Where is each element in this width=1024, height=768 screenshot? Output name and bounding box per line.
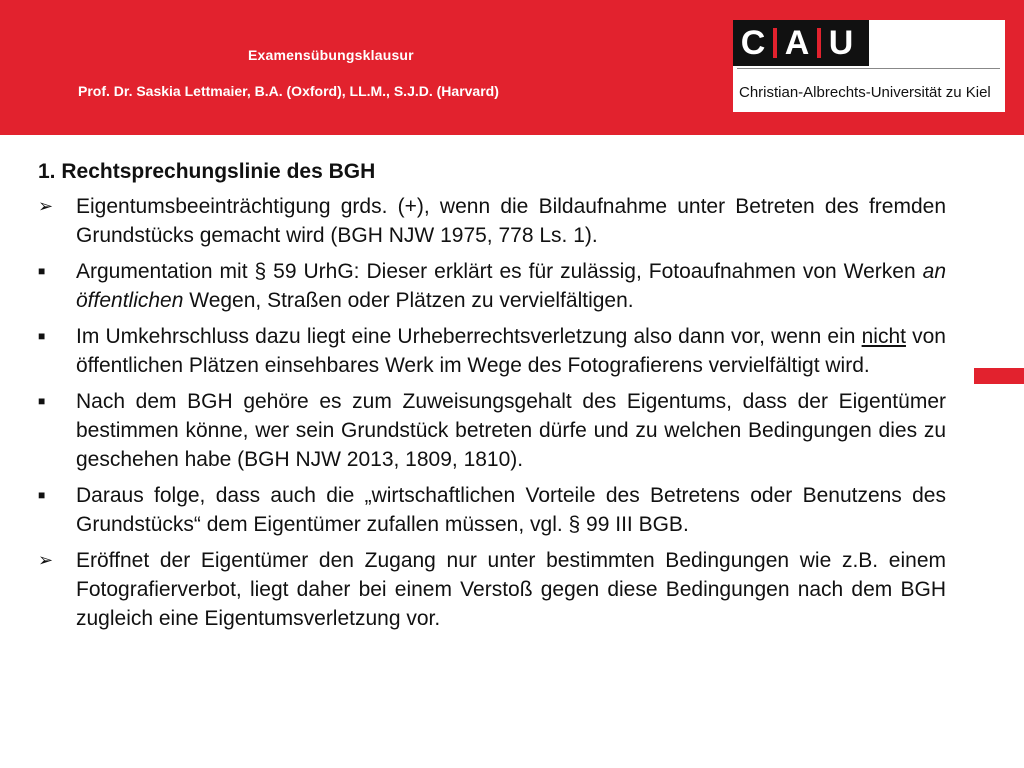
logo-letter-c: C bbox=[740, 23, 766, 62]
list-item-text: Daraus folge, dass auch die „wirtschaftlichen Vorteile des Betretens oder Benutzens des Grundstücks“ dem Eigentümer zufallen müssen, vgl. § 99 III BGB. bbox=[76, 484, 946, 536]
emphasis-text: an öffentlichen bbox=[76, 260, 946, 312]
square-bullet-icon: ■ bbox=[38, 394, 46, 408]
section-heading: 1. Rechtsprechungslinie des BGH bbox=[38, 160, 376, 183]
header-subtitle: Examensübungsklausur bbox=[248, 47, 414, 63]
list-item-text: Im Umkehrschluss dazu liegt eine Urheberrechtsverletzung also dann vor, wenn ein nicht von öffentlichen Plätzen einsehbares Werk im Wege des Fotografierens vervielfältigt wird. bbox=[76, 325, 946, 377]
list-item bbox=[38, 546, 946, 633]
list-item bbox=[38, 481, 946, 539]
logo-letter-a: A bbox=[784, 23, 810, 62]
list-item-text: Eröffnet der Eigentümer den Zugang nur unter bestimmten Bedingungen wie z.B. einem Fotografierverbot, liegt daher bei einem Verstoß gegen diese Bedingungen nach dem BGH zugleich eine Eigentumsverletzung vor. bbox=[76, 549, 946, 630]
underlined-text: nicht bbox=[861, 325, 906, 348]
side-accent-bar bbox=[974, 368, 1024, 384]
logo-letters bbox=[733, 20, 869, 66]
logo-divider bbox=[737, 68, 1000, 69]
list-item bbox=[38, 192, 946, 250]
logo-letter-u: U bbox=[828, 23, 854, 62]
list-item-text: Nach dem BGH gehöre es zum Zuweisungsgehalt des Eigentums, dass der Eigentümer bestimmen könne, wer sein Grundstück betreten dürfe und zu welchen Bedingungen dies zu geschehen habe (BGH NJW 2013, 1809, 1810). bbox=[76, 390, 946, 471]
logo-university-name: Christian-Albrechts-Universität zu Kiel bbox=[739, 84, 991, 101]
square-bullet-icon: ■ bbox=[38, 488, 46, 502]
arrow-bullet-icon: ➢ bbox=[38, 550, 54, 570]
header-author: Prof. Dr. Saskia Lettmaier, B.A. (Oxford), LL.M., S.J.D. (Harvard) bbox=[78, 83, 499, 99]
list-item-text: Argumentation mit § 59 UrhG: Dieser erklärt es für zulässig, Fotoaufnahmen von Werken an öffentlichen Wegen, Straßen oder Plätzen zu vervielfältigen. bbox=[76, 260, 946, 312]
square-bullet-icon: ■ bbox=[38, 329, 46, 343]
list-item bbox=[38, 387, 946, 474]
list-item bbox=[38, 322, 946, 380]
list-item bbox=[38, 257, 946, 315]
list-item-text: Eigentumsbeeinträchtigung grds. (+), wenn die Bildaufnahme unter Betreten des fremden Grundstücks gemacht wird (BGH NJW 1975, 778 Ls. 1). bbox=[76, 195, 946, 247]
slide-content bbox=[38, 160, 946, 640]
square-bullet-icon: ■ bbox=[38, 264, 46, 278]
arrow-bullet-icon: ➢ bbox=[38, 196, 54, 216]
